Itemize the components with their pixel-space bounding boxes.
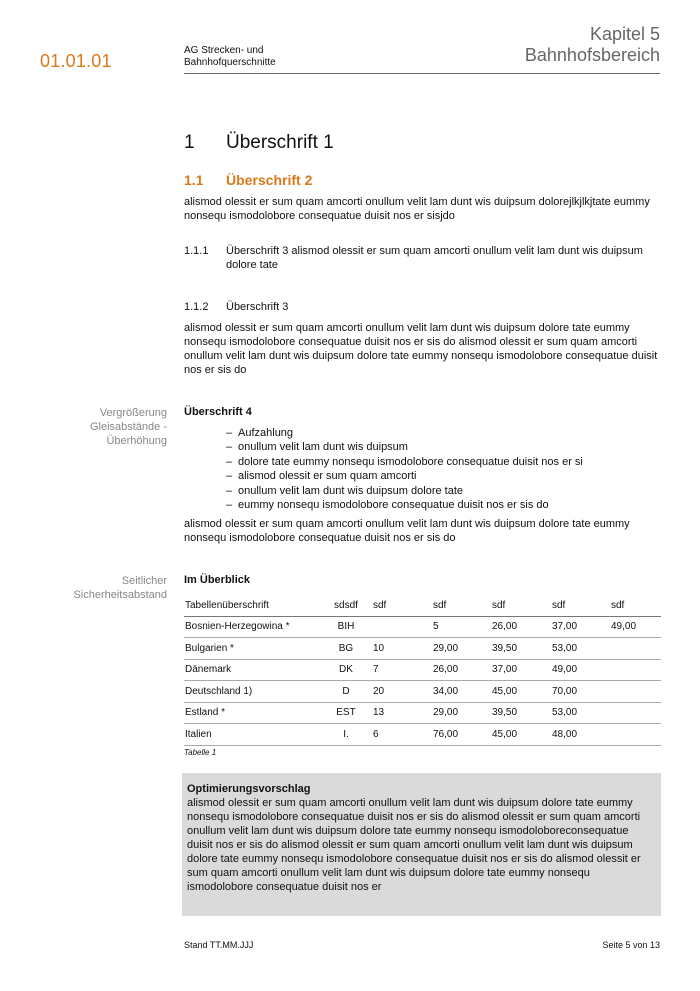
suggestion-title: Optimierungsvorschlag (187, 783, 311, 795)
chapter-title (525, 24, 660, 66)
table-cell: 26,00 (432, 659, 491, 681)
table-cell: Dänemark (184, 659, 320, 681)
table-cell: 53,00 (551, 702, 610, 724)
table-cell: EST (320, 702, 372, 724)
table-cell: 13 (372, 702, 432, 724)
table-cell: 45,00 (491, 724, 551, 746)
table-cell: Bosnien-Herzegowina * (184, 616, 320, 638)
table-cell (610, 702, 661, 724)
heading-2-number: 1.1 (184, 172, 204, 188)
table-cell: Italien (184, 724, 320, 746)
heading-3a-text: Überschrift 3 alismod olessit er sum quam amcorti onullum velit lam dunt wis duipsum dolore tate (226, 245, 643, 271)
table-caption: Tabelle 1 (184, 748, 217, 757)
header-subtitle (184, 45, 276, 69)
footer-date: Stand TT.MM.JJJ (184, 940, 254, 950)
list-item-text: onullum velit lam dunt wis duipsum (238, 441, 408, 454)
column-header: Tabellenüberschrift (184, 596, 320, 616)
heading-1 (184, 132, 661, 154)
table-cell: 37,00 (551, 616, 610, 638)
table-cell: 49,00 (610, 616, 661, 638)
table-row (184, 702, 661, 724)
list-item-text: Aufzahlung (238, 427, 294, 439)
table-cell: 45,00 (491, 681, 551, 703)
heading-3b-text: Überschrift 3 (226, 301, 289, 313)
column-header: sdf (610, 596, 661, 616)
column-header: sdf (372, 596, 432, 616)
table-cell: Deutschland 1) (184, 681, 320, 703)
table-cell (372, 616, 432, 638)
list-item (184, 426, 661, 440)
heading-3b (184, 300, 661, 314)
footer-page-number: Seite 5 von 13 (602, 940, 660, 950)
paragraph-3: alismod olessit er sum quam amcorti onullum velit lam dunt wis duipsum dolore tate eummy nonsequ ismodolobore consequatue duisit nos er sis do (184, 518, 630, 544)
table-cell: Estland * (184, 702, 320, 724)
table-cell: D (320, 681, 372, 703)
table-cell: BIH (320, 616, 372, 638)
list-item (184, 484, 661, 498)
margin-note-1 (40, 406, 167, 448)
table-cell: 39,50 (491, 702, 551, 724)
table-cell: 20 (372, 681, 432, 703)
heading-2 (184, 172, 661, 188)
dash-icon: – (226, 455, 233, 468)
dash-icon: – (226, 484, 233, 497)
table-row (184, 724, 661, 746)
table-cell: 39,50 (491, 638, 551, 660)
bullet-list (184, 426, 661, 512)
margin-note-2 (40, 574, 167, 602)
list-item-text: eummy nonsequ ismodolobore consequatue duisit nos er sis do (238, 499, 549, 512)
table-cell: 26,00 (491, 616, 551, 638)
table-cell: BG (320, 638, 372, 660)
table-cell: 76,00 (432, 724, 491, 746)
list-item-text: alismod olessit er sum quam amcorti (238, 470, 417, 483)
table-cell (610, 659, 661, 681)
list-item-text: onullum velit lam dunt wis duipsum dolore tate (238, 484, 464, 497)
suggestion-box (182, 773, 661, 916)
table-row (184, 659, 661, 681)
header-subtitle-line2: Bahnhofquerschnitte (184, 57, 276, 68)
dash-icon: – (226, 470, 233, 483)
table-cell (610, 724, 661, 746)
column-header: sdf (432, 596, 491, 616)
heading-2-text: Überschrift 2 (226, 172, 313, 188)
dash-icon: – (226, 441, 233, 454)
dash-icon: – (226, 499, 233, 512)
header-divider (184, 73, 660, 74)
table-cell: 49,00 (551, 659, 610, 681)
header-subtitle-line1: AG Strecken- und (184, 45, 264, 56)
table-cell: 48,00 (551, 724, 610, 746)
heading-1-number: 1 (184, 132, 195, 153)
table-cell: 34,00 (432, 681, 491, 703)
paragraph-2: alismod olessit er sum quam amcorti onullum velit lam dunt wis duipsum dolore tate eummy nonsequ ismodolobore consequatue duisit nos er sis do alismod olessit er sum quam amcorti onullum velit lam dunt wis duipsum dolore tate eummy nonsequ ismodolobore consequatue duisit nos er sis do (184, 322, 658, 376)
list-item (184, 498, 661, 512)
table-cell: 37,00 (491, 659, 551, 681)
chapter-line2: Bahnhofsbereich (524, 45, 660, 65)
heading-3a-number: 1.1.1 (184, 245, 209, 257)
list-item (184, 440, 661, 454)
table-cell (610, 638, 661, 660)
data-table (184, 596, 661, 746)
margin-note-1-line: Vergrößerung (99, 407, 167, 419)
table-cell: I. (320, 724, 372, 746)
table-cell: 29,00 (432, 638, 491, 660)
heading-4: Überschrift 4 (184, 406, 252, 418)
table-cell (610, 681, 661, 703)
list-item (184, 455, 661, 469)
margin-note-1-line: Überhöhung (106, 435, 167, 447)
margin-note-2-line: Sicherheitsabstand (73, 589, 167, 601)
column-header: sdsdf (320, 596, 372, 616)
table-cell: 5 (432, 616, 491, 638)
table-cell: 7 (372, 659, 432, 681)
list-item (184, 469, 661, 483)
column-header: sdf (491, 596, 551, 616)
chapter-line1: Kapitel 5 (589, 24, 660, 44)
heading-3a (184, 244, 661, 272)
table-cell: Bulgarien * (184, 638, 320, 660)
paragraph-1: alismod olessit er sum quam amcorti onullum velit lam dunt wis duipsum dolorejlkjlkjtate eummy nonsequ ismodolobore consequatue duisit nos er sisjdo (184, 196, 650, 222)
margin-note-2-line: Seitlicher (121, 575, 167, 587)
margin-note-1-line: Gleisabstände - (89, 421, 167, 433)
table-cell: DK (320, 659, 372, 681)
list-item-text: dolore tate eummy nonsequ ismodolobore consequatue duisit nos er si (238, 455, 583, 468)
table-header-row (184, 596, 661, 616)
heading-1-text: Überschrift 1 (226, 132, 334, 153)
table-row (184, 638, 661, 660)
table-cell: 29,00 (432, 702, 491, 724)
heading-4-overview: Im Überblick (184, 574, 251, 586)
heading-3b-number: 1.1.2 (184, 301, 209, 313)
suggestion-body: alismod olessit er sum quam amcorti onullum velit lam dunt wis duipsum dolore tate eummy nonsequ ismodolobore consequatue duisit nos er sis do alismod olessit er sum quam amcorti onullum velit lam dunt wis duipsum dolore tate eummy nonsequ ismodoloboreconsequatue duisit nos er sis do alismod olessit er sum quam amcorti onullum velit lam dunt wis duipsum dolore tate eummy nonsequ ismodolobore consequatue duisit nos er sis do alismod olessit er sum quam amcorti onullum velit lam dunt wis duipsum dolore tate eummy nonsequ ismodolobore consequatue duisit nos er (187, 797, 641, 893)
table-cell: 6 (372, 724, 432, 746)
table-row (184, 681, 661, 703)
table-cell: 53,00 (551, 638, 610, 660)
table-cell: 70,00 (551, 681, 610, 703)
dash-icon: – (226, 427, 233, 439)
table-row (184, 616, 661, 638)
table-cell: 10 (372, 638, 432, 660)
doc-number: 01.01.01 (40, 51, 112, 71)
column-header: sdf (551, 596, 610, 616)
